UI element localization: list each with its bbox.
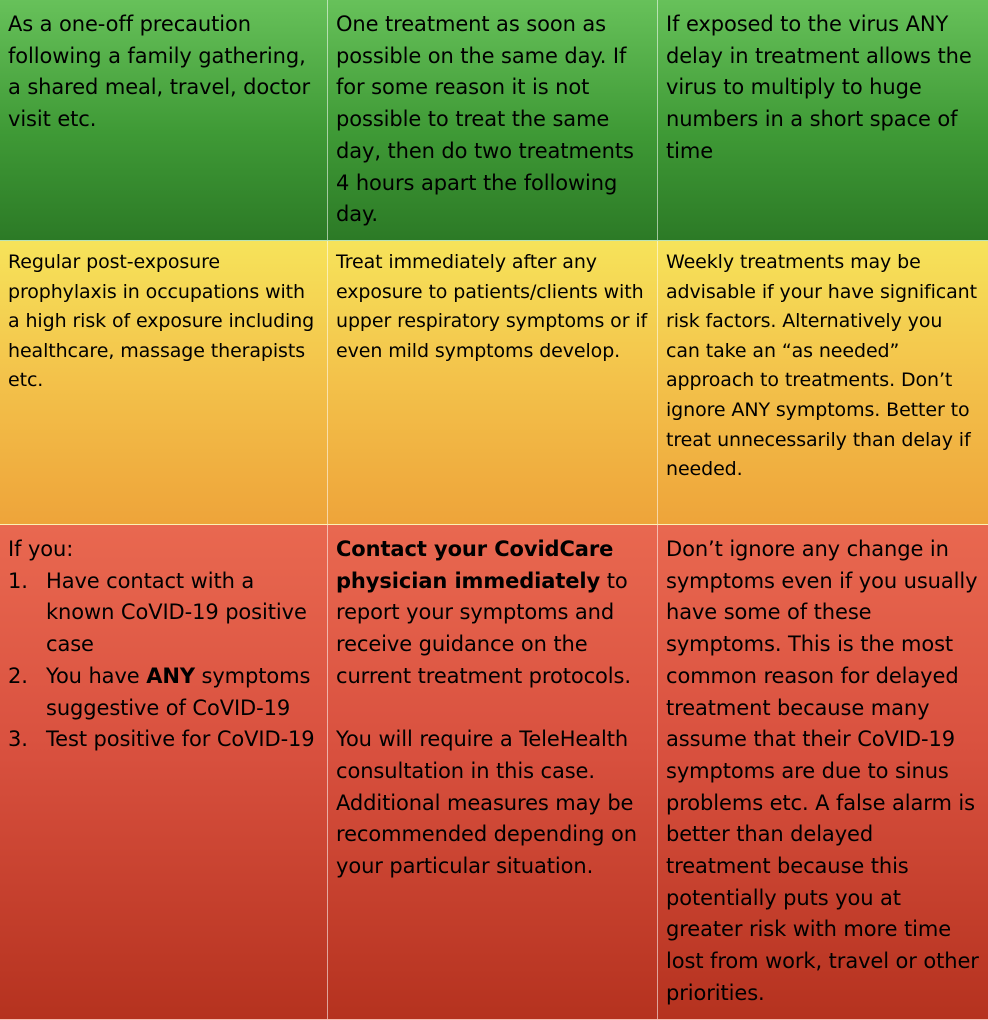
list-text: Have contact with a known CoVID-19 positive case <box>46 568 307 657</box>
cell-text: Regular post-exposure prophylaxis in occupations with a high risk of exposure including healthcare, massage therapists etc. <box>8 251 315 392</box>
list-number: 2. <box>8 663 28 688</box>
cell-text: As a one-off precaution following a family gathering, a shared meal, travel, doctor visit etc. <box>8 12 311 132</box>
list-number: 1. <box>8 568 28 593</box>
emphasis-any: ANY <box>146 663 195 688</box>
paragraph-gap <box>336 693 649 725</box>
cell-r1-c1 <box>0 0 328 241</box>
condition-list <box>8 566 319 756</box>
contact-instruction <box>336 534 649 693</box>
cell-r1-c2 <box>328 0 658 241</box>
list-item <box>8 661 319 724</box>
telehealth-note: You will require a TeleHealth consultation in this case. Additional measures may be recommended depending on your particular situation. <box>336 727 637 879</box>
cell-text: Treat immediately after any exposure to patients/clients with upper respiratory symptoms or if even mild symptoms develop. <box>336 251 648 362</box>
cell-r2-c3 <box>658 241 988 525</box>
cell-r3-c2 <box>328 525 658 1020</box>
cell-text: Don’t ignore any change in symptoms even if you usually have some of these symptoms. This is the most common reason for delayed treatment because many assume that their CoVID-19 symptoms are due to sinus problems etc. A false alarm is better than delayed treatment because this potentially puts you at greater risk with more time lost from work, travel or other priorities. <box>666 537 979 1005</box>
cell-r2-c1 <box>0 241 328 525</box>
list-item <box>8 566 319 661</box>
cell-r1-c3 <box>658 0 988 241</box>
cell-r3-c1 <box>0 525 328 1020</box>
list-number: 3. <box>8 727 28 752</box>
list-item <box>8 724 319 756</box>
contact-emphasis: Contact your CovidCare physician immediately <box>336 537 614 593</box>
list-intro: If you: <box>8 537 74 561</box>
list-text-post: symptoms suggestive of CoVID-19 <box>46 663 311 720</box>
cell-text: If exposed to the virus ANY delay in treatment allows the virus to multiply to huge numbers in a short space of time <box>666 12 972 163</box>
list-text <box>46 661 319 724</box>
cell-r3-c3 <box>658 525 988 1020</box>
list-text-pre: You have <box>46 663 147 688</box>
cell-r2-c2 <box>328 241 658 525</box>
cell-text: Weekly treatments may be advisable if your have significant risk factors. Alternatively you can take an “as needed” approach to treatments. Don’t ignore ANY symptoms. Better to treat unnecessarily than delay if needed. <box>666 251 977 481</box>
contact-rest: to report your symptoms and receive guidance on the current treatment protocols. <box>336 568 631 688</box>
cell-text: One treatment as soon as possible on the same day. If for some reason it is not possible to treat the same day, then do two treatments 4 hours apart the following day. <box>336 12 634 227</box>
list-text: Test positive for CoVID-19 <box>46 727 315 752</box>
